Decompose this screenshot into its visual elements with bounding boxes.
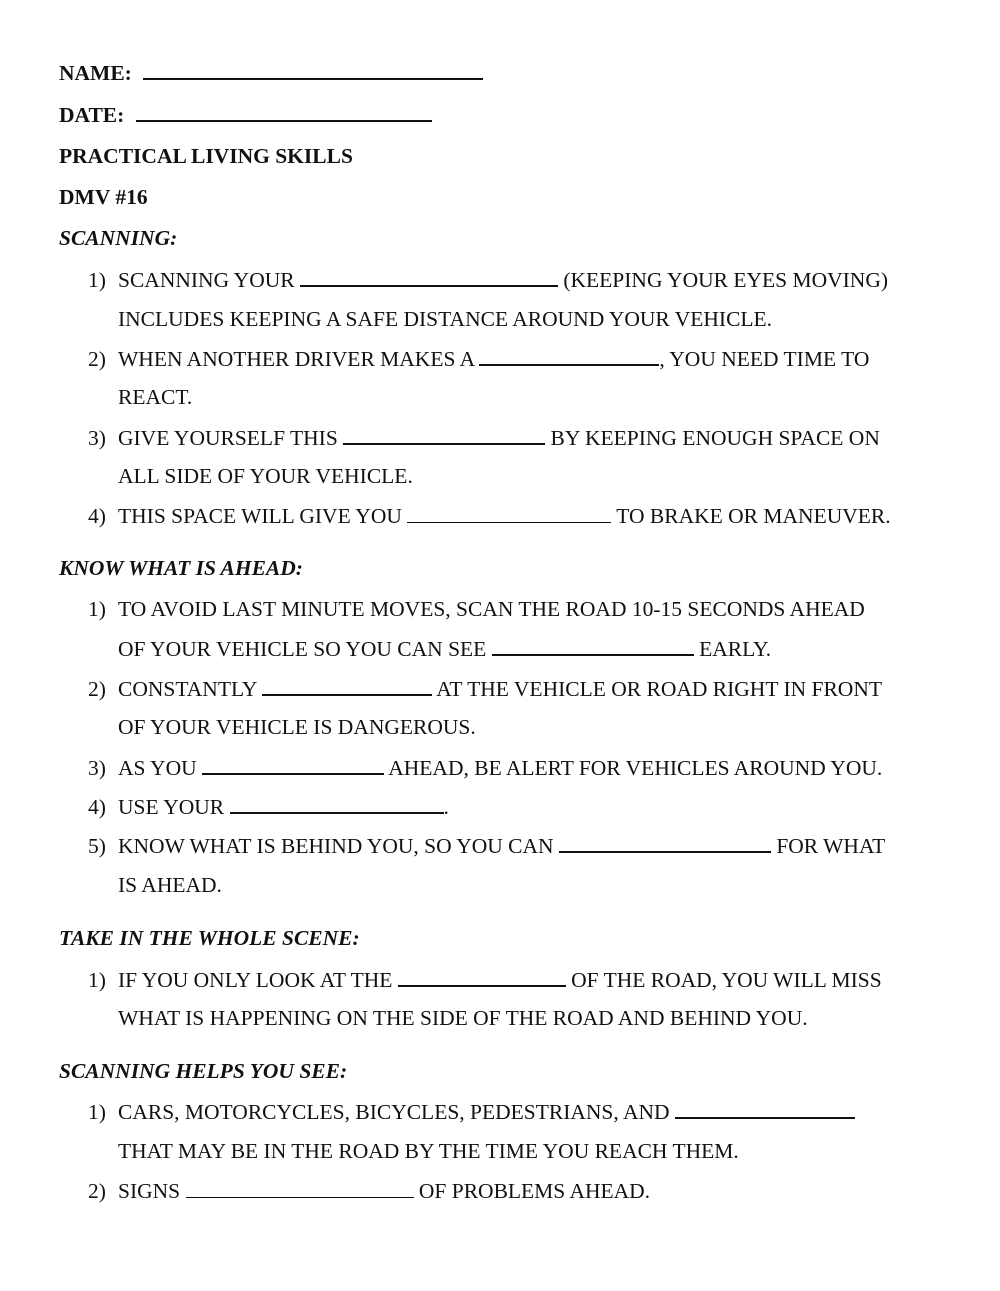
list-item-continuation: WHAT IS HAPPENING ON THE SIDE OF THE ROAD AND BEHIND YOU. bbox=[118, 1006, 808, 1030]
list-item: 2) CONSTANTLY AT THE VEHICLE OR ROAD RIGHT IN FRONT bbox=[88, 677, 882, 701]
course-title: PRACTICAL LIVING SKILLS bbox=[59, 144, 353, 168]
list-item-continuation: INCLUDES KEEPING A SAFE DISTANCE AROUND YOUR VEHICLE. bbox=[118, 307, 773, 331]
list-item-continuation: IS AHEAD. bbox=[118, 873, 222, 897]
date-label: DATE: bbox=[59, 103, 125, 127]
answer-blank[interactable] bbox=[492, 635, 694, 656]
unit-title: DMV #16 bbox=[59, 185, 148, 209]
section-title-ahead: KNOW WHAT IS AHEAD: bbox=[59, 556, 303, 580]
answer-blank[interactable] bbox=[398, 966, 566, 987]
answer-blank[interactable] bbox=[407, 503, 611, 523]
answer-blank[interactable] bbox=[202, 754, 384, 775]
list-item: 1) CARS, MOTORCYCLES, BICYCLES, PEDESTRIANS, AND bbox=[88, 1098, 855, 1125]
list-item: 3) GIVE YOURSELF THIS BY KEEPING ENOUGH SPACE ON bbox=[88, 426, 880, 450]
name-field[interactable] bbox=[143, 59, 483, 80]
list-item-continuation: OF YOUR VEHICLE SO YOU CAN SEE EARLY. bbox=[118, 637, 772, 661]
section-title-helps: SCANNING HELPS YOU SEE: bbox=[59, 1059, 348, 1083]
date-line bbox=[59, 101, 432, 128]
list-item: 1) TO AVOID LAST MINUTE MOVES, SCAN THE ROAD 10-15 SECONDS AHEAD bbox=[88, 597, 865, 621]
list-item: 5) KNOW WHAT IS BEHIND YOU, SO YOU CAN FOR WHAT bbox=[88, 834, 886, 858]
list-item-continuation: ALL SIDE OF YOUR VEHICLE. bbox=[118, 464, 413, 488]
section-title-scanning: SCANNING: bbox=[59, 226, 178, 250]
list-item-continuation: THAT MAY BE IN THE ROAD BY THE TIME YOU REACH THEM. bbox=[118, 1139, 739, 1163]
answer-blank[interactable] bbox=[262, 675, 432, 696]
answer-blank[interactable] bbox=[186, 1178, 414, 1198]
answer-blank[interactable] bbox=[343, 424, 545, 445]
list-item: 4) USE YOUR . bbox=[88, 795, 449, 819]
list-item-continuation: OF YOUR VEHICLE IS DANGEROUS. bbox=[118, 715, 476, 739]
answer-blank[interactable] bbox=[675, 1098, 855, 1119]
answer-blank[interactable] bbox=[559, 832, 771, 853]
section-title-scene: TAKE IN THE WHOLE SCENE: bbox=[59, 926, 360, 950]
answer-blank[interactable] bbox=[300, 266, 558, 287]
name-line bbox=[59, 59, 483, 86]
list-item-continuation: REACT. bbox=[118, 385, 193, 409]
answer-blank[interactable] bbox=[230, 793, 444, 814]
answer-blank[interactable] bbox=[479, 345, 659, 366]
name-label: NAME: bbox=[59, 61, 132, 85]
list-item: 1) SCANNING YOUR (KEEPING YOUR EYES MOVING) bbox=[88, 268, 889, 292]
list-item: 3) AS YOU AHEAD, BE ALERT FOR VEHICLES AROUND YOU. bbox=[88, 756, 883, 780]
date-field[interactable] bbox=[136, 101, 432, 122]
list-item: 2) SIGNS OF PROBLEMS AHEAD. bbox=[88, 1179, 651, 1203]
list-item: 2) WHEN ANOTHER DRIVER MAKES A , YOU NEED TIME TO bbox=[88, 347, 870, 371]
list-item: 1) IF YOU ONLY LOOK AT THE OF THE ROAD, YOU WILL MISS bbox=[88, 968, 882, 992]
list-item: 4) THIS SPACE WILL GIVE YOU TO BRAKE OR MANEUVER. bbox=[88, 504, 891, 528]
